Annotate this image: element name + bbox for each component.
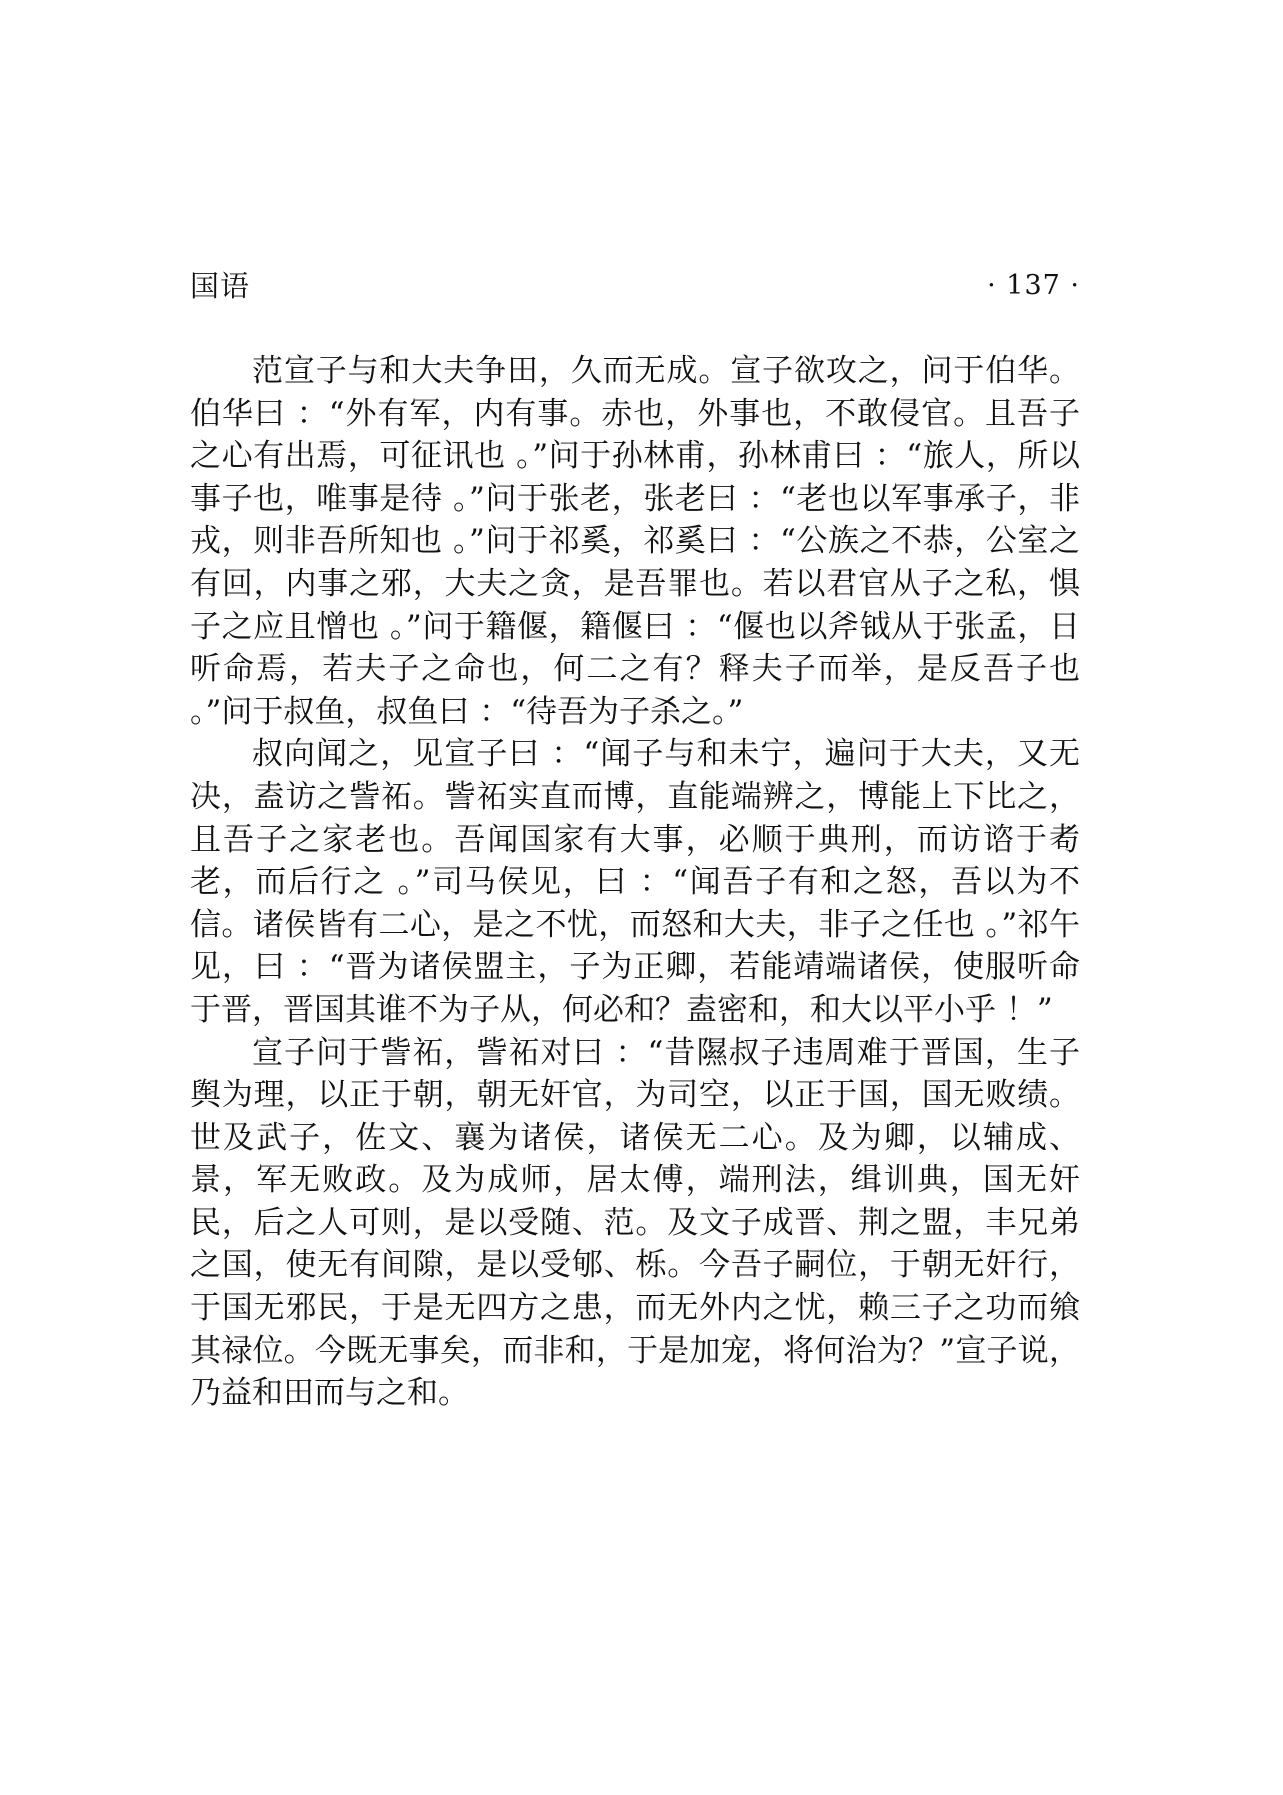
page-number: · 137 ·: [987, 270, 1080, 301]
body-text: [190, 350, 1080, 1415]
paragraph-3: 宣子问于訾祏，訾祏对曰 ：“昔隰叔子违周难于晋国，生子舆为理，以正于朝，朝无奸官，为司空，以正于国，国无败绩。世及武子，佐文、襄为诸侯，诸侯无二心。及为卿，以辅成、景，军无败政。及为成师，居太傅，端刑法，缉训典，国无奸民，后之人可则，是以受随、范。及文子成晋、荆之盟，丰兄弟之国，使无有间隙，是以受郇、栎。今吾子嗣位，于朝无奸行，于国无邪民，于是无四方之患，而无外内之忧，赖三子之功而飨其禄位。今既无事矣，而非和，于是加宠，将何治为？”宣子说，乃益和田而与之和。: [190, 1034, 1080, 1412]
paragraph-1: 范宣子与和大夫争田，久而无成。宣子欲攻之，问于伯华。伯华曰 ：“外有军，内有事。赤也，外事也，不敢侵官。且吾子之心有出焉，可征讯也 。”问于孙林甫，孙林甫曰 ：“旅人，所以事子也，唯事是待 。”问于张老，张老曰 ：“老也以军事承子，非戎，则非吾所知也 。”问于祁奚，祁奚曰 ：“公族之不恭，公室之有回，内事之邪，大夫之贪，是吾罪也。若以君官从子之私，惧子之应且憎也 。”问于籍偃，籍偃曰 ：“偃也以斧钺从于张孟，日听命焉，若夫子之命也，何二之有？释夫子而举，是反吾子也 。”问于叔鱼，叔鱼曰 ：“待吾为子杀之。”: [190, 353, 1080, 730]
paragraph-2: 叔向闻之，见宣子曰 ：“闻子与和未宁，遍问于大夫，又无决，盍访之訾祏。訾祏实直而博，直能端辨之，博能上下比之，且吾子之家老也。吾闻国家有大事，必顺于典刑，而访谘于耇老，而后行之 。”司马侯见，曰 ：“闻吾子有和之怒，吾以为不信。诸侯皆有二心，是之不忧，而怒和大夫，非子之任也 。”祁午见，曰 ：“晋为诸侯盟主，子为正卿，若能靖端诸侯，使服听命于晋，晋国其谁不为子从，何必和？盍密和，和大以平小乎 ！”: [190, 736, 1080, 1028]
page-header: [190, 266, 1080, 306]
book-title: 国语: [190, 269, 251, 303]
